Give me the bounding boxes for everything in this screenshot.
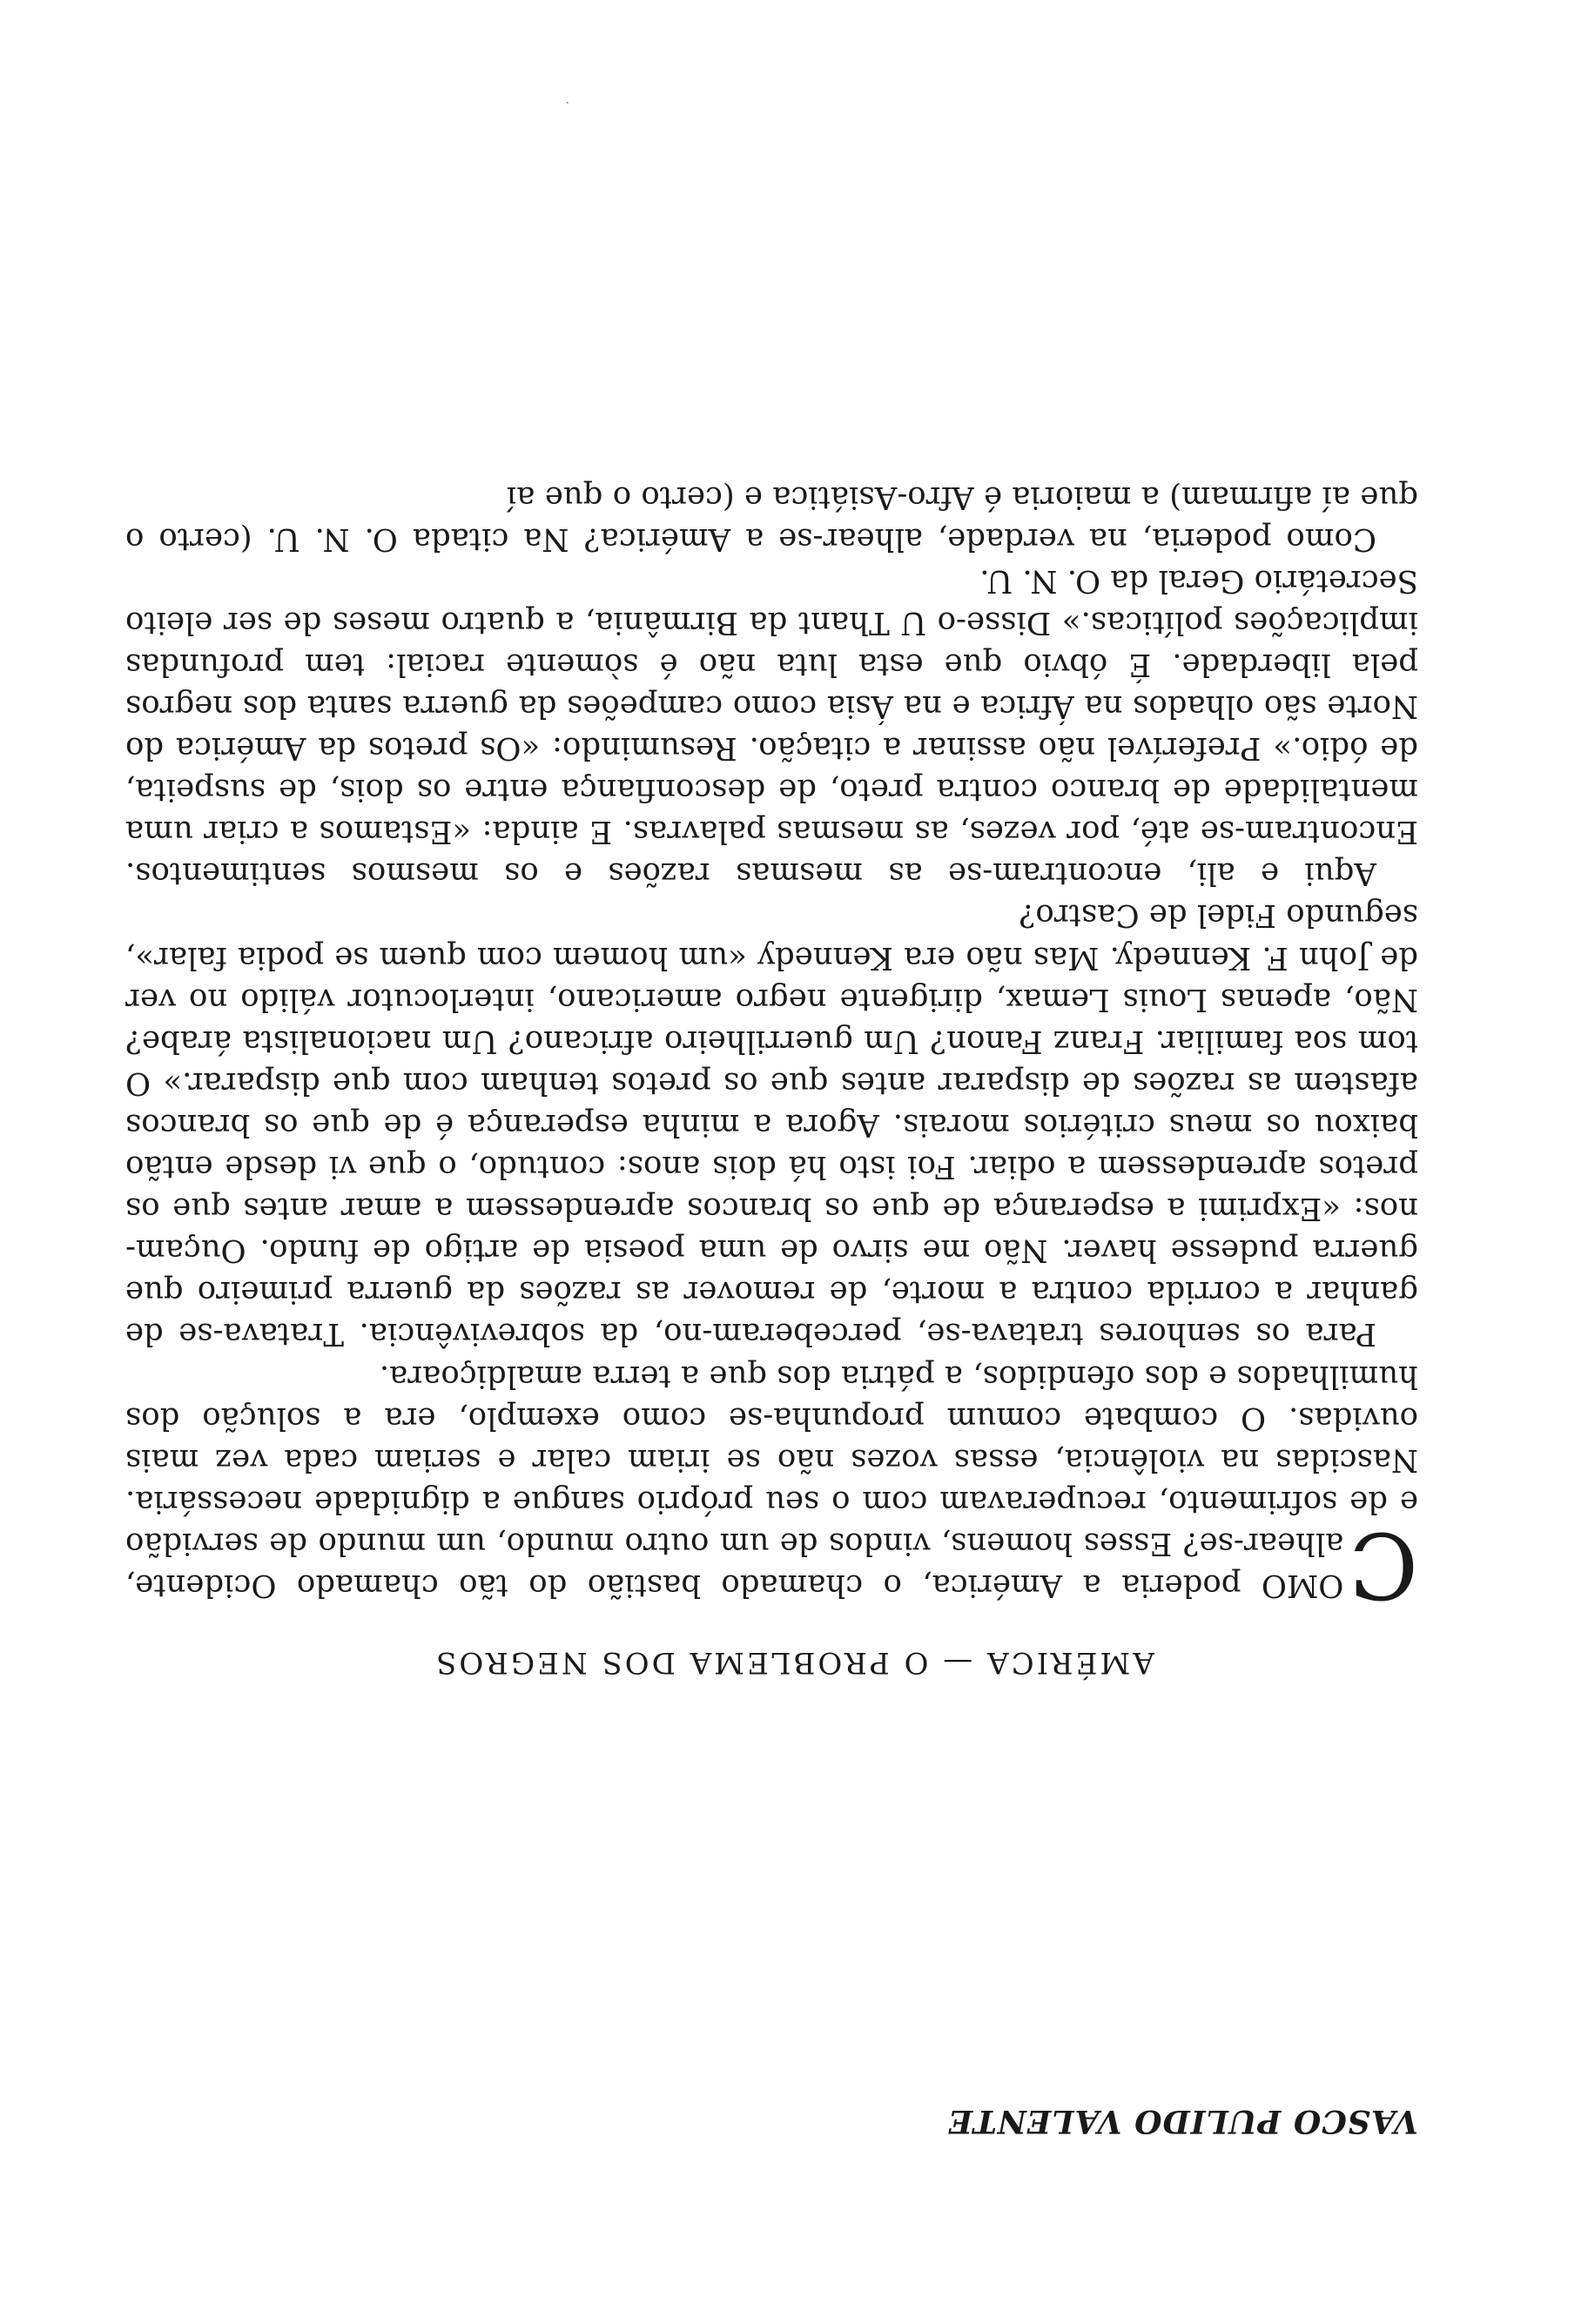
running-head: VASCO PULIDO VALENTE — [947, 2103, 1418, 2139]
paragraph-1-text: poderia a América, o chamado bastião do tão chamado Ocidente, alhear-se? Esses homens, vindos de um outro mundo, um mundo de servidão e de sofrimento, recuperavam com o seu próprio sangue a dignidade necessária. Nascidas na violência, essas vozes não se iriam calar e seriam cada vez mais ouvidas. O combate comum propunha-se como exemplo, era a solução dos humilhados e dos ofendidos, a pátria dos que a terra amaldiçoara. — [125, 1358, 1418, 1603]
paragraph-2: Para os senhores tratava-se, perceberam-no, da sobrevivência. Tratava-se de ganhar a corrida contra a morte, de remover as razões da guerra primeiro que guerra pudesse haver. Não me sirvo de uma poesia de artigo de fundo. Ouçam-nos: «Exprimi a esperança de que os brancos aprendessem a amar antes que os pretos aprendessem a odiar. Foi isto há dois anos: contudo, o que vi desde então baixou os meus critérios morais. Agora a minha esperança é de que os brancos afastem as razões de disparar antes que os pretos tenham com que disparar.» O tom soa familiar. Franz Fanon? Um guerrilheiro africano? Um nacionalista árabe? Não, apenas Louis Lemax, dirigente negro americano, interlocutor válido no ver de John F. Kennedy. Mas não era Kennedy «um homem com quem se podia falar», segundo Fidel de Castro? — [125, 897, 1418, 1353]
drop-cap: C — [1349, 1512, 1418, 1618]
print-mark: · — [565, 95, 569, 109]
paragraph-3: Aqui e ali, encontram-se as mesmas razões e os mesmos sentimentos. Encontram-se até, por vezes, as mesmas palavras. E ainda: «Estamos a criar uma mentalidade de branco contra preto, de desconfiança entre os dois, de suspeita, de ódio.» Preferível não assinar a citação. Resumindo: «Os pretos da América do Norte são olhados na África e na Ásia como campeões da guerra santa dos negros pela liberdade. É óbvio que esta luta não é sòmente racial: tem profundas implicações políticas.» Disse-o U Thant da Birmânia, a quatro meses de ser eleito Secretário Geral da O. N. U. — [125, 562, 1418, 892]
paragraph-1 — [125, 1354, 1418, 1618]
article-title: AMÉRICA — O PROBLEMA DOS NEGROS — [434, 1645, 1154, 1680]
article-body — [125, 475, 1418, 1618]
paragraph-4: Como poderia, na verdade, alhear-se a América? Na citada O. N. U. (certo o que aí afirmam) a maioria é Afro-Asiática e (certo o que aí — [125, 479, 1418, 557]
first-word: OMO — [1261, 1568, 1344, 1603]
